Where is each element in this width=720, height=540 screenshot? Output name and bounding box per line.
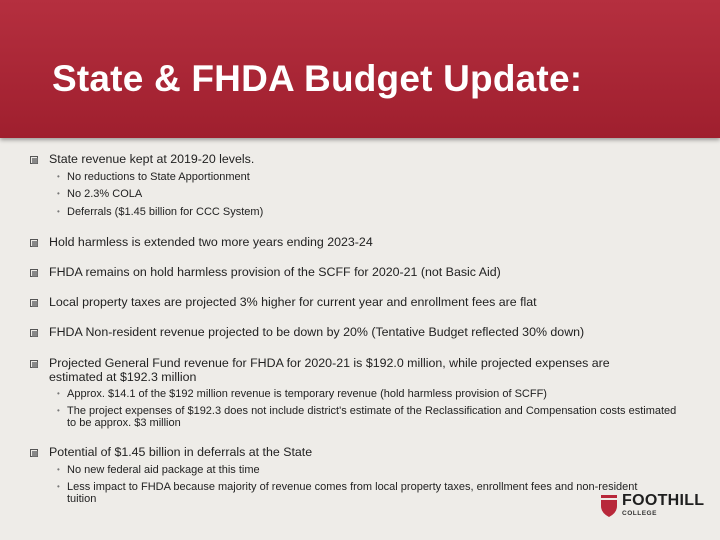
bullet-text: FHDA Non-resident revenue projected to be down by 20% (Tentative Budget reflected 30% down) <box>49 325 585 339</box>
sub-bullet-text: No new federal aid package at this time <box>67 464 260 476</box>
checkbox-bullet-icon <box>30 360 38 368</box>
title-banner <box>0 0 720 138</box>
sub-bullet-icon: • <box>57 406 60 415</box>
sub-bullet-text: No 2.3% COLA <box>67 188 143 200</box>
sub-bullet-icon: • <box>57 465 60 474</box>
sub-bullet-icon: • <box>57 189 60 198</box>
logo-name: FOOTHILL <box>622 492 705 509</box>
sub-bullet-text: Less impact to FHDA because majority of revenue comes from local property taxes, enrollment fees and non-resident tuition <box>67 481 638 506</box>
sub-bullet-icon: • <box>57 207 60 216</box>
checkbox-bullet-icon <box>30 156 38 164</box>
bullet-text: Local property taxes are projected 3% higher for current year and enrollment fees are flat <box>49 295 537 309</box>
foothill-shield-icon <box>600 492 618 518</box>
checkbox-bullet-icon <box>30 329 38 337</box>
slide-title: State & FHDA Budget Update: <box>52 58 583 99</box>
checkbox-bullet-icon <box>30 269 38 277</box>
sub-bullet-text: Approx. $14.1 of the $192 million revenue is temporary revenue (hold harmless provision of SCFF) <box>67 388 547 400</box>
sub-bullet-icon: • <box>57 389 60 398</box>
logo-subtitle: COLLEGE <box>622 510 657 517</box>
sub-bullet-icon: • <box>57 482 60 491</box>
checkbox-bullet-icon <box>30 239 38 247</box>
sub-bullet-text: The project expenses of $192.3 does not include district's estimate of the Reclassification and Compensation costs estimated to be approx. $3 million <box>67 405 677 430</box>
bullet-text: Projected General Fund revenue for FHDA for 2020-21 is $192.0 million, while projected expenses are estimated at $192.3 million <box>49 356 610 384</box>
foothill-college-logo <box>598 490 708 522</box>
bullet-text: FHDA remains on hold harmless provision of the SCFF for 2020-21 (not Basic Aid) <box>49 265 501 279</box>
sub-bullet-icon: • <box>57 172 60 181</box>
bullet-text: State revenue kept at 2019-20 levels. <box>49 152 255 166</box>
checkbox-bullet-icon <box>30 299 38 307</box>
sub-bullet-text: Deferrals ($1.45 billion for CCC System) <box>67 206 264 218</box>
checkbox-bullet-icon <box>30 449 38 457</box>
bullet-text: Potential of $1.45 billion in deferrals at the State <box>49 445 313 459</box>
bullet-text: Hold harmless is extended two more years ending 2023-24 <box>49 235 373 249</box>
sub-bullet-text: No reductions to State Apportionment <box>67 171 250 183</box>
